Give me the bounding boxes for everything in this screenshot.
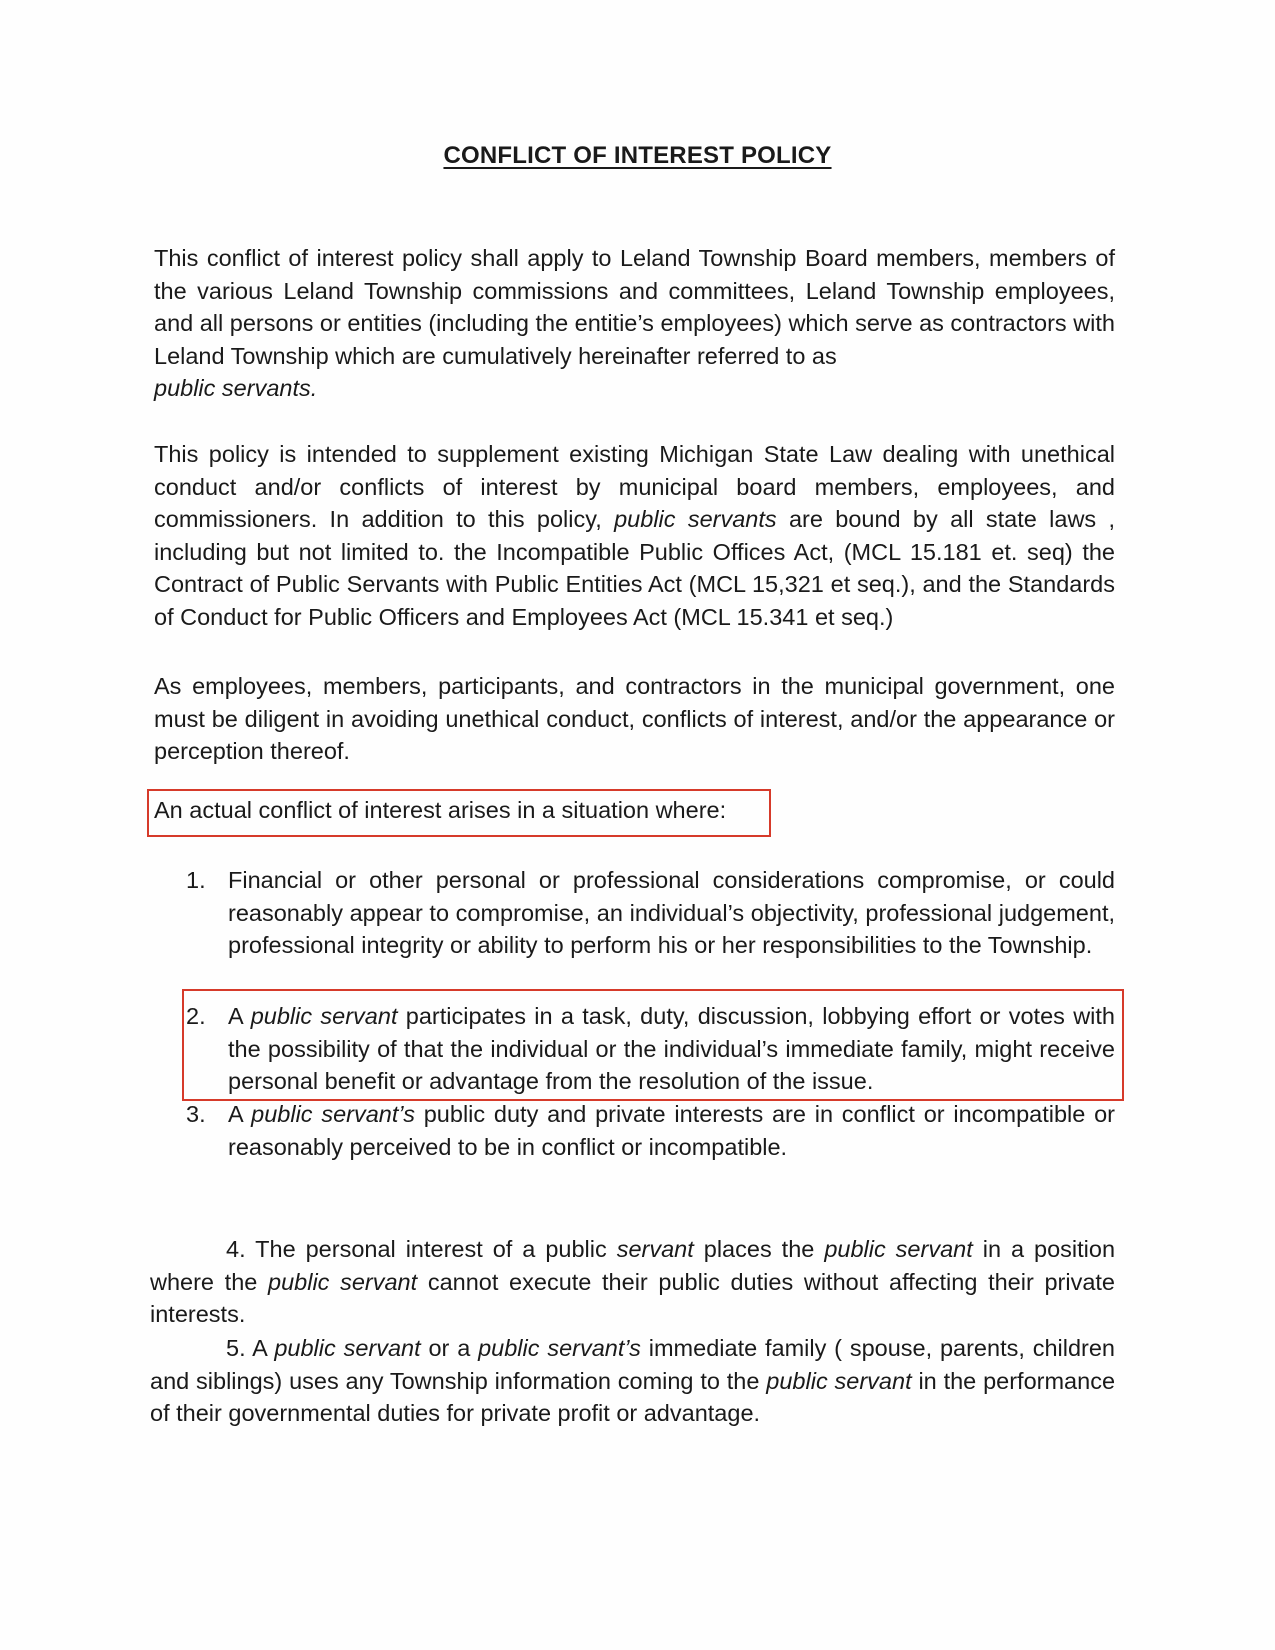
item4-italic-b: servant (616, 1236, 694, 1262)
item4-italic-f: public servant (268, 1268, 418, 1295)
item4-italic-d: public servant (824, 1236, 973, 1262)
paragraph-supplement-italic: public servants (614, 506, 777, 532)
item4-text-e: in a position where the (150, 1236, 1116, 1295)
paragraph-scope-italic: public servants. (154, 375, 318, 401)
item5-italic-d: public servant’s (478, 1335, 641, 1361)
paragraph-item-5 (150, 1332, 1115, 1430)
paragraph-item-4 (150, 1233, 1115, 1331)
item5-text-g: in the performance of their governmental duties for private profit or advantage. (150, 1367, 1116, 1426)
item5-text-e: immediate family ( spouse, parents, children and siblings) uses any Township information coming to the (150, 1335, 1115, 1394)
paragraph-supplement (154, 438, 1115, 633)
list-item-number: 3. (186, 1101, 206, 1127)
lead-in-statement: An actual conflict of interest arises in a situation where: (154, 797, 727, 823)
list-item-text: Financial or other personal or professional considerations compromise, or could reasonably appear to compromise, an individual’s objectivity, professional judgement, professional integrity or ability to perform his or her responsibilities to the Township. (228, 867, 1115, 958)
list-item-italic: public servant’s (251, 1101, 415, 1127)
list-item-text-a: A (228, 1101, 252, 1127)
paragraph-scope (154, 242, 1115, 405)
list-item-text (228, 1098, 1115, 1163)
list-item-italic: public servant (250, 1003, 398, 1029)
paragraph-supplement-text-c: are bound by all state laws , including but not limited to. the Incompatible Public Offices Act, (MCL 15.181 et. seq) the Contract of Public Servants with Public Entities Act (MCL 15,321 et seq.), and the Standards of Conduct for Public Officers and Employees Act (MCL 15.341 et seq.) (154, 506, 1116, 630)
highlight-box-item-2 (182, 989, 1124, 1101)
item5-text-c: or a (428, 1335, 471, 1361)
item5-italic-f: public servant (766, 1367, 912, 1394)
list-item-number: 1. (186, 867, 206, 893)
paragraph-scope-text: This conflict of interest policy shall apply to Leland Township Board members, members of the various Leland Township commissions and committees, Leland Township employees, and all persons or entities (including the entitie’s employees) which serve as contractors with Leland Township which are cumulatively hereinafter referred to as (154, 245, 1115, 369)
page-title: CONFLICT OF INTEREST POLICY (443, 142, 832, 169)
list-item-number: 2. (186, 1003, 206, 1029)
item4-text-g: cannot execute their public duties without affecting their private interests. (150, 1268, 1115, 1327)
list-item-text-c: public duty and private interests are in conflict or incompatible or reasonably perceived to be in conflict or incompatible. (228, 1101, 1115, 1160)
list-item-text-a: A (228, 1003, 243, 1029)
item4-text-c: places the (703, 1236, 815, 1262)
paragraph-diligence: As employees, members, participants, and contractors in the municipal government, one must be diligent in avoiding unethical conduct, conflicts of interest, and/or the appearance or perception thereof. (154, 673, 1115, 764)
item5-italic-b: public servant (274, 1335, 421, 1361)
item4-text-a: 4. The personal interest of a public (226, 1236, 607, 1262)
list-item-text-c: participates in a task, duty, discussion, lobbying effort or votes with the possibility of that the individual or the individual’s immediate family, might receive personal benefit or advantage from the resolution of the issue. (228, 1003, 1115, 1094)
item5-text-a: 5. A (226, 1335, 267, 1361)
paragraph-supplement-text-a: This policy is intended to supplement existing Michigan State Law dealing with unethical conduct and/or conflicts of interest by municipal board members, employees, and commissioners. In addition to this policy, (154, 441, 1115, 532)
